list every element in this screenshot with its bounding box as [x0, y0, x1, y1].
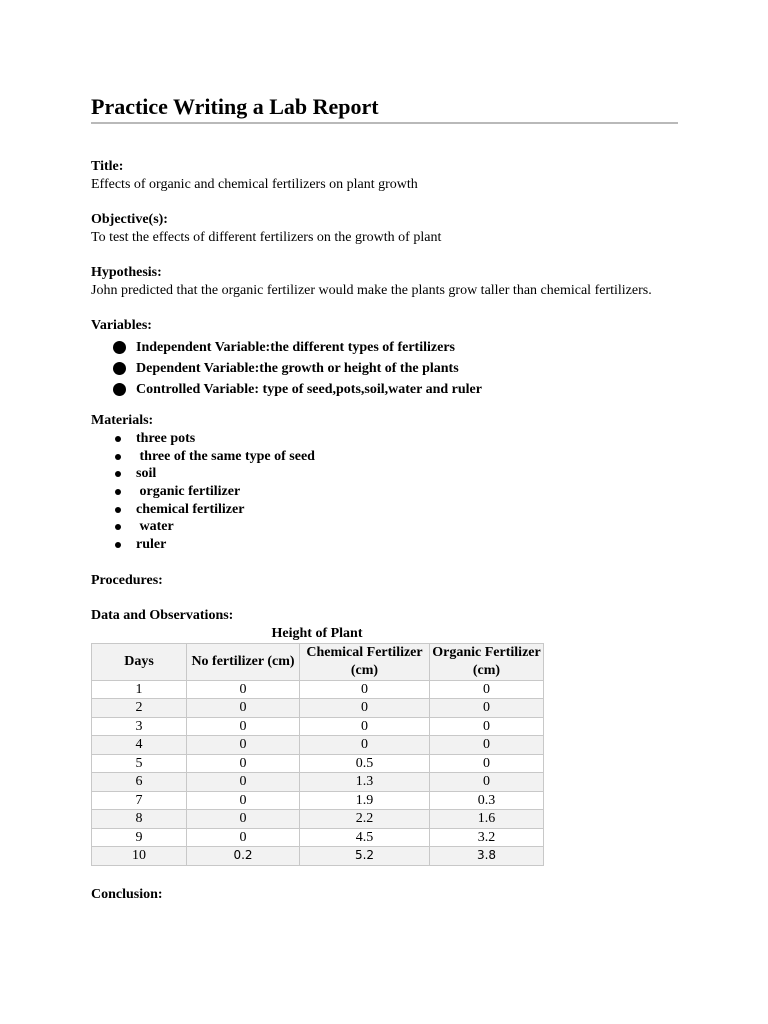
procedures-section: [91, 572, 678, 590]
list-item: [113, 337, 678, 358]
material-text: chemical fertilizer: [136, 501, 245, 517]
table-row: [92, 810, 544, 829]
table-cell: 0: [300, 717, 430, 736]
table-cell: 0: [187, 791, 300, 810]
table-cell: 0: [430, 773, 544, 792]
objective-label: Objective(s):: [91, 212, 168, 227]
table-cell: 3: [92, 717, 187, 736]
variables-section: [91, 317, 678, 400]
table-cell: 4: [92, 736, 187, 755]
table-cell: 0: [300, 699, 430, 718]
variables-list: [91, 337, 678, 400]
column-header: Organic Fertilizer (cm): [430, 643, 544, 680]
table-row: [92, 736, 544, 755]
table-cell: 0.2: [187, 847, 300, 866]
table-header-row: [92, 643, 544, 680]
table-cell: 2.2: [300, 810, 430, 829]
bullet-icon: [115, 454, 121, 460]
material-text: organic fertilizer: [136, 484, 241, 500]
list-item: [113, 518, 678, 536]
variable-text: Independent Variable:the different types of fertilizers: [136, 340, 455, 355]
table-cell: 0: [430, 699, 544, 718]
table-cell: 0: [187, 754, 300, 773]
table-cell: 0: [300, 736, 430, 755]
bullet-icon: [115, 542, 121, 548]
list-item: [113, 430, 678, 448]
table-cell: 5.2: [300, 847, 430, 866]
table-row: [92, 754, 544, 773]
list-item: [113, 379, 678, 400]
bullet-icon: [115, 436, 121, 442]
table-cell: 9: [92, 828, 187, 847]
table-cell: 1.9: [300, 791, 430, 810]
list-item: [113, 448, 678, 466]
list-item: [113, 501, 678, 519]
table-cell: 0.5: [300, 754, 430, 773]
bullet-icon: [113, 341, 126, 354]
height-table: [91, 643, 544, 866]
table-cell: 7: [92, 791, 187, 810]
table-cell: 0: [430, 717, 544, 736]
table-row: [92, 773, 544, 792]
table-cell: 0: [187, 680, 300, 699]
bullet-icon: [115, 471, 121, 477]
materials-label: Materials:: [91, 413, 154, 428]
table-cell: 8: [92, 810, 187, 829]
table-cell: 0: [187, 773, 300, 792]
objective-section: [91, 211, 678, 247]
table-row: [92, 680, 544, 699]
column-header: No fertilizer (cm): [187, 643, 300, 680]
table-cell: 5: [92, 754, 187, 773]
materials-section: [91, 412, 678, 554]
material-text: ruler: [136, 537, 167, 553]
data-label: Data and Observations:: [91, 607, 234, 623]
table-row: [92, 828, 544, 847]
list-item: [113, 358, 678, 379]
material-text: three of the same type of seed: [136, 448, 315, 464]
table-cell: 3.2: [430, 828, 544, 847]
table-cell: 0: [187, 736, 300, 755]
table-row: [92, 699, 544, 718]
table-cell: 0: [187, 699, 300, 718]
material-text: soil: [136, 466, 157, 482]
table-cell: 1.6: [430, 810, 544, 829]
table-cell: 10: [92, 847, 187, 866]
table-caption: Height of Plant: [271, 625, 363, 641]
table-row: [92, 717, 544, 736]
table-cell: 1.3: [300, 773, 430, 792]
conclusion-section: [91, 886, 678, 904]
column-header: Chemical Fertilizer (cm): [300, 643, 430, 680]
table-cell: 0: [300, 680, 430, 699]
title-text: Effects of organic and chemical fertilizers on plant growth: [91, 177, 418, 192]
title-section: [91, 158, 678, 194]
column-header: Days: [92, 643, 187, 680]
conclusion-label: Conclusion:: [91, 886, 163, 902]
list-item: [113, 465, 678, 483]
table-cell: 4.5: [300, 828, 430, 847]
bullet-icon: [115, 489, 121, 495]
table-cell: 0: [430, 754, 544, 773]
procedures-label: Procedures:: [91, 572, 163, 588]
table-row: [92, 847, 544, 866]
bullet-icon: [113, 362, 126, 375]
objective-text: To test the effects of different fertilizers on the growth of plant: [91, 230, 442, 245]
data-section: [91, 607, 678, 866]
table-cell: 0: [187, 810, 300, 829]
table-cell: 3.8: [430, 847, 544, 866]
hypothesis-section: [91, 264, 678, 300]
table-cell: 1: [92, 680, 187, 699]
table-cell: 2: [92, 699, 187, 718]
hypothesis-text: John predicted that the organic fertilizer would make the plants grow taller than chemical fertilizers.: [91, 283, 652, 298]
list-item: [113, 483, 678, 501]
bullet-icon: [115, 507, 121, 513]
material-text: three pots: [136, 431, 196, 446]
table-cell: 0: [430, 680, 544, 699]
list-item: [113, 536, 678, 554]
variable-text: Dependent Variable:the growth or height of the plants: [136, 361, 459, 376]
lab-report-document: [91, 94, 678, 904]
variables-label: Variables:: [91, 318, 152, 333]
materials-list: [91, 430, 678, 554]
material-text: water: [136, 519, 174, 535]
variable-text: Controlled Variable: type of seed,pots,soil,water and ruler: [136, 382, 482, 397]
table-cell: 0: [430, 736, 544, 755]
table-cell: 0.3: [430, 791, 544, 810]
table-cell: 0: [187, 828, 300, 847]
table-cell: 0: [187, 717, 300, 736]
table-cell: 6: [92, 773, 187, 792]
table-row: [92, 791, 544, 810]
bullet-icon: [113, 383, 126, 396]
hypothesis-label: Hypothesis:: [91, 265, 162, 280]
bullet-icon: [115, 524, 121, 530]
page-title: Practice Writing a Lab Report: [91, 94, 678, 124]
title-label: Title:: [91, 159, 124, 174]
